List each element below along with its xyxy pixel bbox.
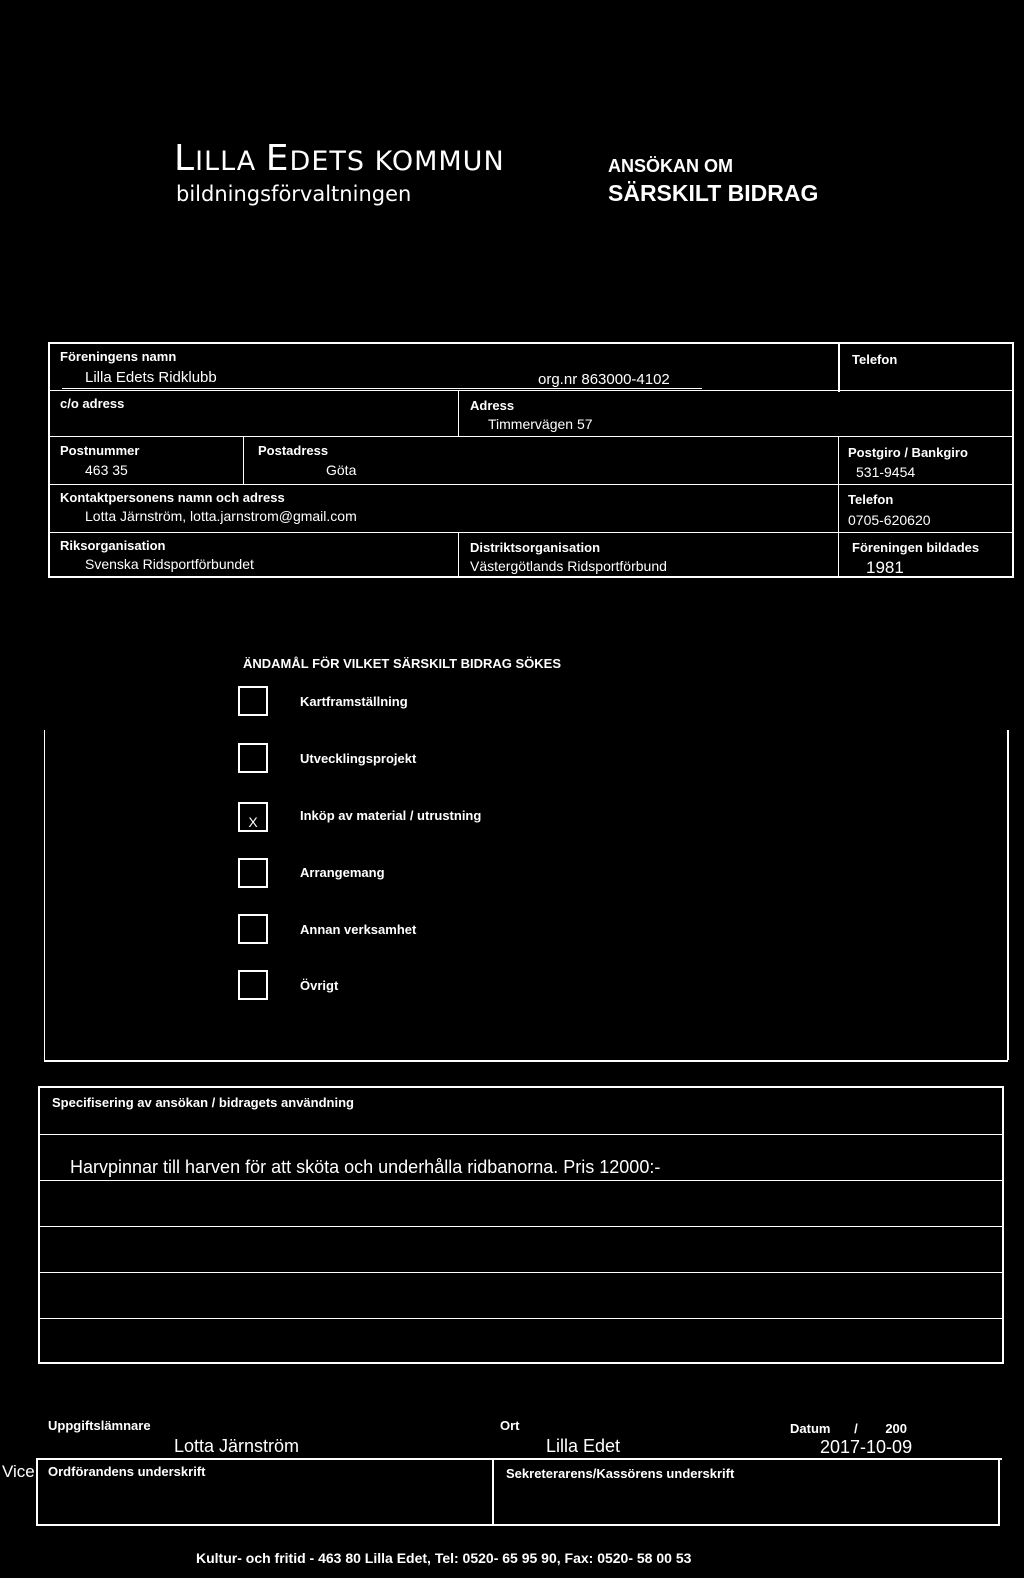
postal-address-value: Göta [326,462,357,478]
postal-code-value: 463 35 [85,462,128,478]
option-label-ovrigt: Övrigt [300,978,339,993]
giro-value: 531-9454 [856,464,916,480]
co-address-label: c/o adress [60,396,125,411]
contact-phone-value: 0705-620620 [848,512,931,528]
district-org-value: Västergötlands Ridsportförbund [470,558,667,574]
contact-phone-label: Telefon [848,492,894,507]
option-label-inkop-material: Inköp av material / utrustning [300,808,482,823]
department-name: bildningsförvaltningen [176,182,412,206]
informant-label: Uppgiftslämnare [48,1418,151,1433]
date-label: Datum / 200 [790,1421,908,1436]
district-org-label: Distriktsorganisation [470,540,601,555]
checkbox-kartframstallning[interactable] [238,686,268,716]
option-label-utvecklingsprojekt: Utvecklingsprojekt [300,751,417,766]
option-label-arrangemang: Arrangemang [300,865,385,880]
option-label-annan-verksamhet: Annan verksamhet [300,922,417,937]
postal-address-label: Postadress [258,443,329,458]
specification-label: Specifisering av ansökan / bidragets användning [52,1095,354,1110]
founded-label: Föreningen bildades [852,540,980,555]
place-label: Ort [500,1418,520,1433]
giro-label: Postgiro / Bankgiro [848,445,968,460]
checkbox-ovrigt[interactable] [238,970,268,1000]
footer-contact: Kultur- och fritid - 463 80 Lilla Edet, Tel: 0520- 65 95 90, Fax: 0520- 58 00 53 [196,1550,692,1566]
chair-signature-label: Ordförandens underskrift [48,1464,206,1479]
contact-value: Lotta Järnström, lotta.jarnstrom@gmail.com [85,508,357,524]
address-label: Adress [470,398,515,413]
national-org-label: Riksorganisation [60,538,166,553]
association-name-value: Lilla Edets Ridklubb [85,369,217,386]
chair-prefix: Vice [2,1462,35,1481]
secretary-signature-label: Sekreterarens/Kassörens underskrift [506,1466,735,1481]
place-value: Lilla Edet [546,1436,621,1456]
checkbox-utvecklingsprojekt[interactable] [238,743,268,773]
address-value: Timmervägen 57 [488,416,593,432]
form-title-line2: SÄRSKILT BIDRAG [608,180,819,206]
date-value: 2017-10-09 [820,1437,913,1457]
association-phone-label: Telefon [852,352,898,367]
form-title-line1: ANSÖKAN OM [608,156,733,176]
checkbox-annan-verksamhet[interactable] [238,914,268,944]
national-org-value: Svenska Ridsportförbundet [85,556,254,572]
purpose-heading: ÄNDAMÅL FÖR VILKET SÄRSKILT BIDRAG SÖKES [243,656,562,671]
founded-value: 1981 [866,558,904,577]
option-label-kartframstallning: Kartframställning [300,694,408,709]
org-number-value: org.nr 863000-4102 [538,371,670,388]
informant-value: Lotta Järnström [174,1436,300,1456]
postal-code-label: Postnummer [60,443,140,458]
checkbox-arrangemang[interactable] [238,858,268,888]
checkbox-inkop-material[interactable]: X [238,802,268,832]
association-name-label: Föreningens namn [60,349,177,364]
contact-label: Kontaktpersonens namn och adress [60,490,285,505]
municipality-name: LILLA EDETS KOMMUN [174,138,505,179]
specification-text[interactable]: Harvpinnar till harven för att sköta och underhålla ridbanorna. Pris 12000:- [70,1157,661,1177]
